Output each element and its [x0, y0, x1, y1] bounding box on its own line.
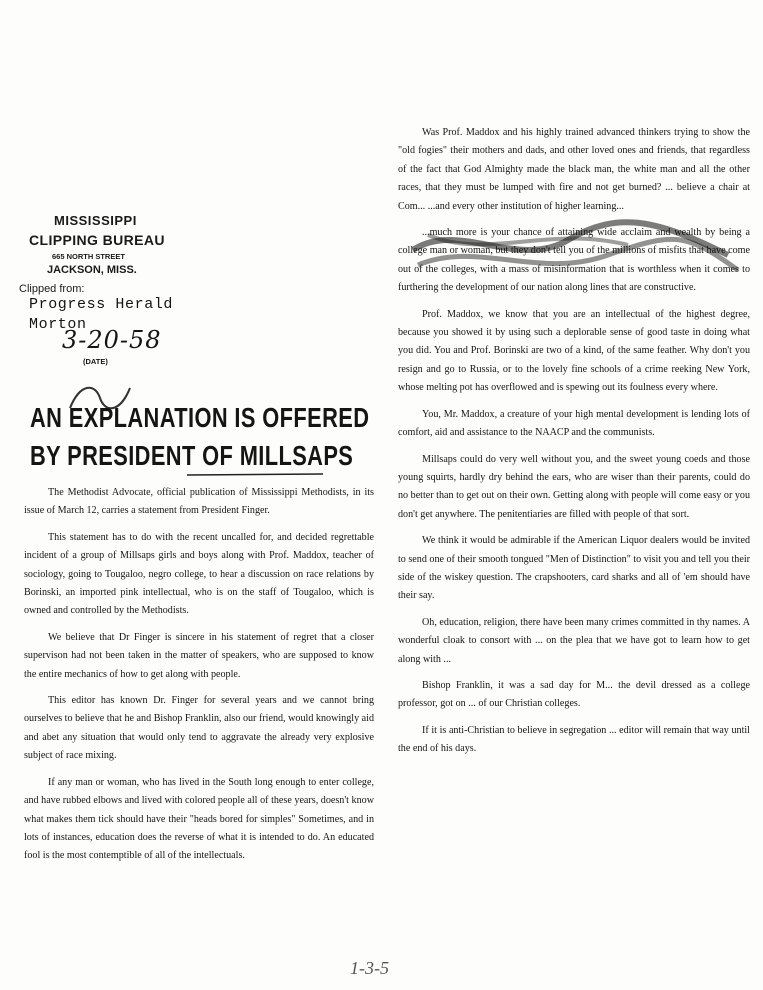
left-paragraph: If any man or woman, who has lived in the South long enough to enter college, and have rubbed elbows and lived with colored people all of these years, doesn't know what makes them tick should have their "heads bored for simples" Sometimes, and in lots of instances, education does the reverse of what it is intended to do. An educated fool is the most contemptible of all of the intellectuals.	[24, 776, 374, 862]
headline-line-1: AN EXPLANATION IS OFFERED	[30, 402, 370, 433]
article-right-column	[398, 124, 750, 759]
article-left-column	[24, 484, 374, 866]
right-paragraph: Was Prof. Maddox and his highly trained advanced thinkers trying to show the "old fogies" their mothers and dads, and other loved ones and friends, that regardless of the fact that God Almighty made the black man, the white man and all the other races, that they must be lumped with fire and not get burned? ... believe a chair at Com... ...and every other institution of higher learning...	[398, 127, 750, 212]
left-paragraph: This editor has known Dr. Finger for several years and we cannot bring ourselves to believe that he and Bishop Franklin, also our friend, would knowingly aid and abet any situation that would only tend to aggravate the already very explosive subject of race mixing.	[24, 695, 374, 762]
handwritten-date: 3-20-58	[62, 326, 162, 354]
right-paragraph: Oh, education, religion, there have been many crimes committed in thy names. A wonderful cloak to consort with ... on the plea that we have got to learn how to get along with ...	[398, 616, 750, 665]
publication-name: Progress Herald	[29, 296, 174, 313]
publication-city: Morton	[29, 316, 87, 333]
stamp-bureau-name: CLIPPING BUREAU	[29, 232, 165, 248]
left-paragraph: This statement has to do with the recent uncalled for, and decided regrettable incident of a group of Millsaps girls and boys along with Prof. Maddox, teacher of sociology, going to Tougaloo, negro college, to hear a discussion on race relations by Borinski, an imported pink intellectual, who is on the staff of Tougaloo, which is owned and controlled by the Methodists.	[24, 531, 374, 617]
date-label: (DATE)	[83, 357, 108, 366]
right-paragraph: Millsaps could do very well without you, and the sweet young coeds and those young squirts, hardly dry behind the ears, who are wiser than their parents, could do no better than to get out on their own. Getting along with people will come easy or you don't get anywhere. The penitentiaries are filled with people of that sort.	[398, 453, 750, 520]
stamp-clipped-from-label: Clipped from:	[19, 283, 85, 295]
stamp-bureau-city: JACKSON, MISS.	[47, 264, 137, 276]
left-paragraph: We believe that Dr Finger is sincere in his statement of regret that a closer supervison had not been taken in the matter of speakers, who are supposed to know the entire mechanics of how to get along with people.	[24, 631, 374, 680]
stamp-bureau-state: MISSISSIPPI	[54, 213, 137, 228]
right-paragraph: You, Mr. Maddox, a creature of your high mental development is lending lots of comfort, aid and assistance to the NAACP and the communists.	[398, 408, 750, 439]
page-mark: 1-3-5	[350, 958, 389, 978]
right-paragraph: We think it would be admirable if the American Liquor dealers would be invited to send one of their smooth tongued "Men of Distinction" to visit you and tell you their side of the wiskey question. The crapshooters, card sharks and all of 'em should have their say.	[398, 535, 750, 602]
stamp-bureau-street: 665 NORTH STREET	[52, 252, 125, 261]
left-paragraph: The Methodist Advocate, official publication of Mississippi Methodists, in its issue of March 12, carries a statement from President Finger.	[24, 487, 374, 517]
right-paragraph: ...much more is your chance of attaining wide acclaim and wealth by being a college man or woman, but they don't tell you of the millions of misfits that have come out of the colleges, with a mass of misinformation that is worthless when it comes to furthering the development of our nation along lines that are constructive.	[398, 227, 750, 294]
right-paragraph: Prof. Maddox, we know that you are an intellectual of the highest degree, because you showed it by using such a deplorable sense of good taste in doing what you did. You and Prof. Borinski are two of a kind, of the same feather. Why don't you resign and go to Russia, or to the lovely fine schools of a crime reeking New York, whose melting pot has overflowed and is spewing out its foulness every where.	[398, 308, 750, 394]
right-paragraph: If it is anti-Christian to believe in segregation ... editor will remain that way until the end of his days.	[398, 724, 750, 755]
headline-line-2: BY PRESIDENT OF MILLSAPS	[30, 440, 354, 471]
right-paragraph: Bishop Franklin, it was a sad day for M... the devil dressed as a college professor, got on ... of our Christian colleges.	[398, 679, 750, 710]
